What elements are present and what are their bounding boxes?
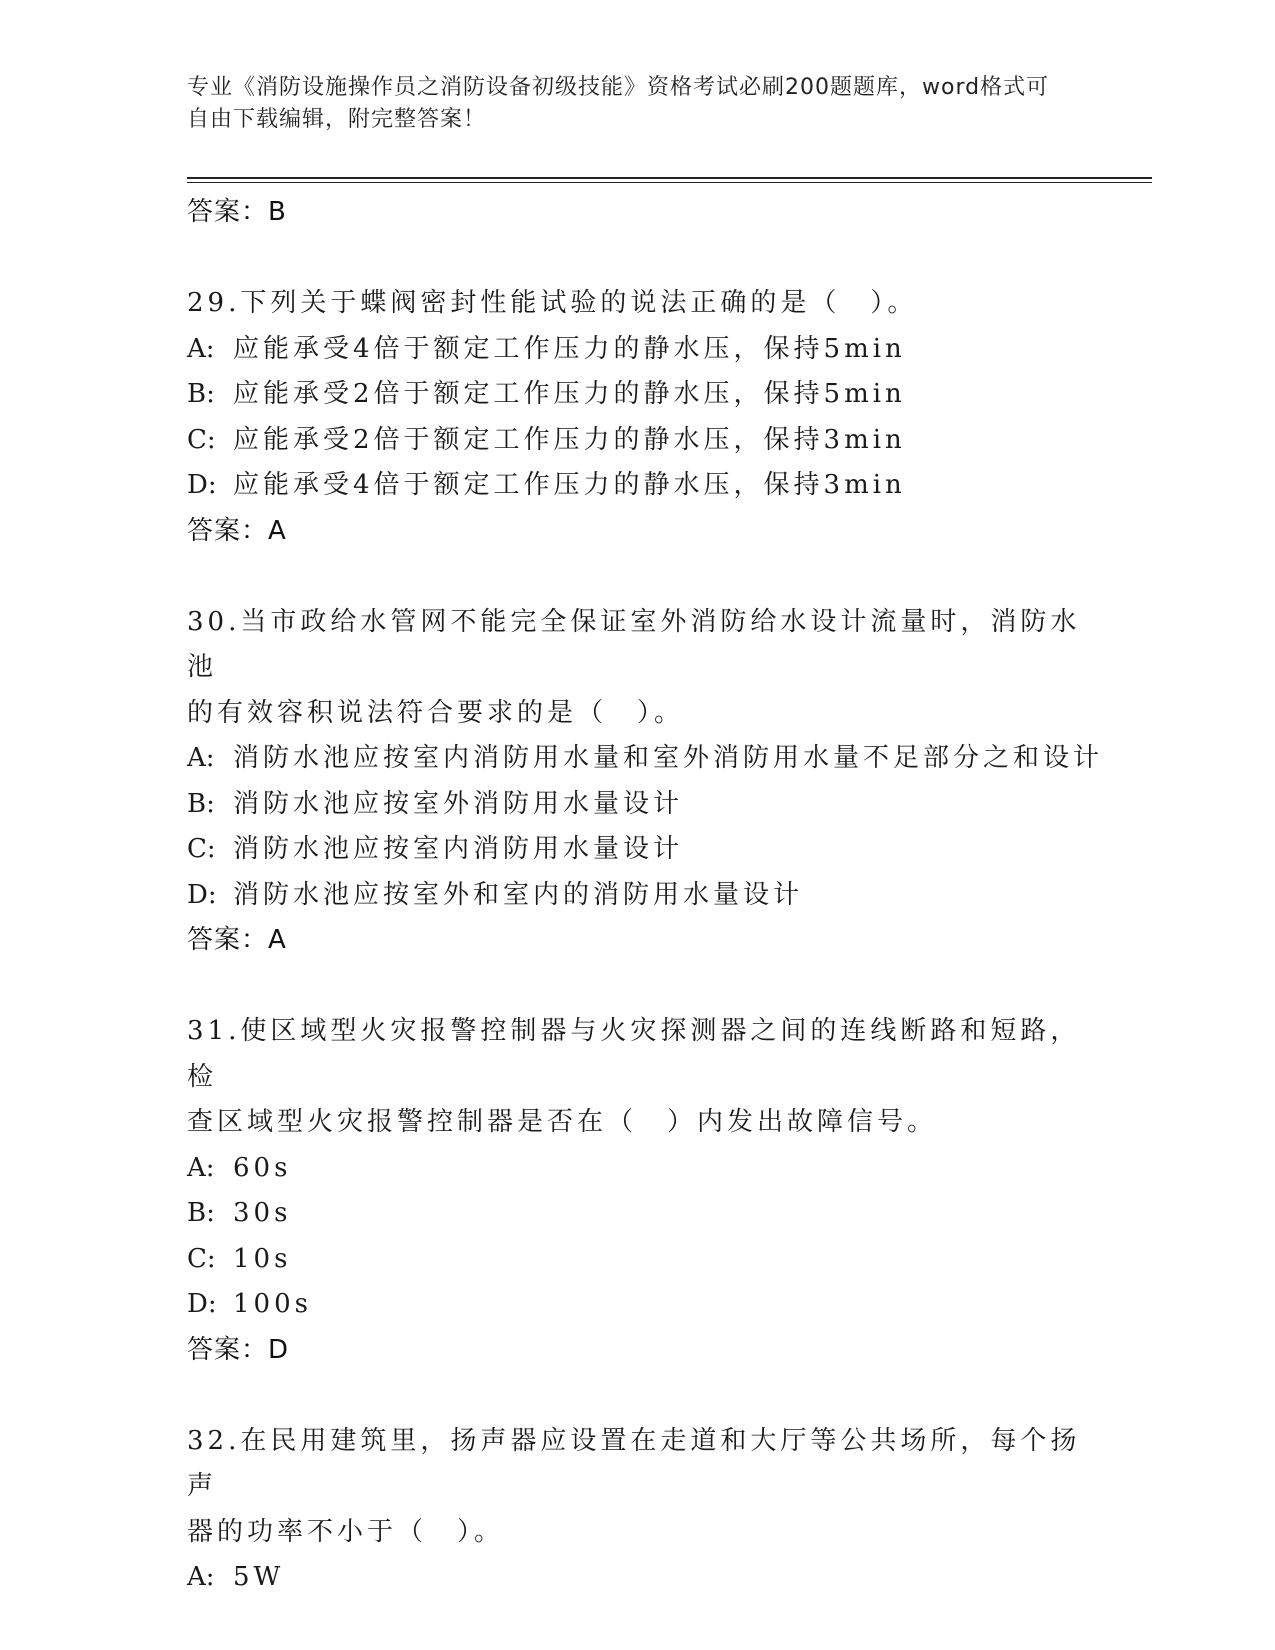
- spacer: [187, 554, 1087, 600]
- option-text: 应能承受4倍于额定工作压力的静水压，保持5min: [233, 333, 906, 364]
- option-text: 消防水池应按室内消防用水量和室外消防用水量不足部分之和设计: [233, 743, 1104, 773]
- option-text: 应能承受2倍于额定工作压力的静水压，保持3min: [233, 424, 906, 455]
- option-text: 应能承受2倍于额定工作压力的静水压，保持5min: [233, 379, 906, 409]
- option-letter: A:: [187, 743, 215, 773]
- question-block: [187, 1419, 1087, 1601]
- option-letter: C:: [187, 834, 216, 864]
- option-letter: B:: [187, 1198, 215, 1228]
- spacer: [187, 963, 1087, 1009]
- option-text: 10s: [233, 1243, 292, 1274]
- option-letter: D:: [187, 879, 217, 910]
- question-stem: 31.使区域型火灾报警控制器与火灾探测器之间的连线断路和短路，检: [187, 1016, 1081, 1092]
- option-letter: C:: [187, 424, 216, 455]
- option-a: [187, 1555, 1087, 1601]
- option-text: 应能承受4倍于额定工作压力的静水压，保持3min: [233, 470, 906, 500]
- option-text: 消防水池应按室内消防用水量设计: [233, 834, 684, 864]
- option-text: 5W: [233, 1562, 285, 1592]
- header-divider-thin: [187, 182, 1152, 183]
- question-block: [187, 1009, 1087, 1373]
- option-a: [187, 327, 1087, 373]
- option-d: [187, 463, 1087, 509]
- option-text: 60s: [233, 1152, 292, 1183]
- spacer: [187, 235, 1087, 281]
- option-c: [187, 827, 1087, 873]
- question-stem: 30.当市政给水管网不能完全保证室外消防给水设计流量时，消防水池: [187, 606, 1081, 682]
- option-letter: B:: [187, 379, 215, 409]
- question-list: [187, 190, 1104, 1601]
- option-d: [187, 1282, 1087, 1328]
- question-block: [187, 281, 1087, 554]
- option-b: [187, 372, 1087, 418]
- answer-line: 答案：A: [187, 925, 287, 955]
- document-header: 专业《消防设施操作员之消防设备初级技能》资格考试必刷200题题库，word格式可自由下载编辑，附完整答案！: [187, 75, 1050, 132]
- option-c: [187, 1237, 1087, 1283]
- option-letter: A:: [187, 1152, 215, 1183]
- option-b: [187, 1191, 1087, 1237]
- option-letter: A:: [187, 1562, 215, 1592]
- option-d: [187, 873, 1087, 919]
- option-c: [187, 418, 1087, 464]
- option-text: 30s: [233, 1198, 292, 1228]
- option-letter: A:: [187, 333, 215, 364]
- question-stem: 32.在民用建筑里，扬声器应设置在走道和大厅等公共场所，每个扬声: [187, 1425, 1081, 1501]
- answer-line: 答案：A: [187, 515, 287, 546]
- option-a: [187, 1146, 1087, 1192]
- option-letter: D:: [187, 1289, 217, 1319]
- question-stem-continued: 的有效容积说法符合要求的是（ ）。: [187, 697, 685, 728]
- option-b: [187, 782, 1087, 828]
- option-letter: D:: [187, 470, 217, 500]
- option-a: [187, 736, 1104, 782]
- header-divider-thick: [187, 177, 1152, 179]
- answer-line: 答案：D: [187, 1334, 290, 1365]
- spacer: [187, 1373, 1087, 1419]
- option-text: 消防水池应按室外和室内的消防用水量设计: [233, 879, 804, 910]
- question-stem: 29.下列关于蝶阀密封性能试验的说法正确的是（ ）。: [187, 288, 918, 318]
- previous-answer: 答案：B: [187, 197, 287, 227]
- option-text: 消防水池应按室外消防用水量设计: [233, 788, 684, 819]
- question-stem-continued: 查区域型火灾报警控制器是否在（ ）内发出故障信号。: [187, 1107, 938, 1137]
- option-letter: B:: [187, 788, 215, 819]
- question-block: [187, 600, 1104, 964]
- option-letter: C:: [187, 1243, 216, 1274]
- option-text: 100s: [233, 1289, 312, 1319]
- question-stem-continued: 器的功率不小于（ ）。: [187, 1516, 505, 1547]
